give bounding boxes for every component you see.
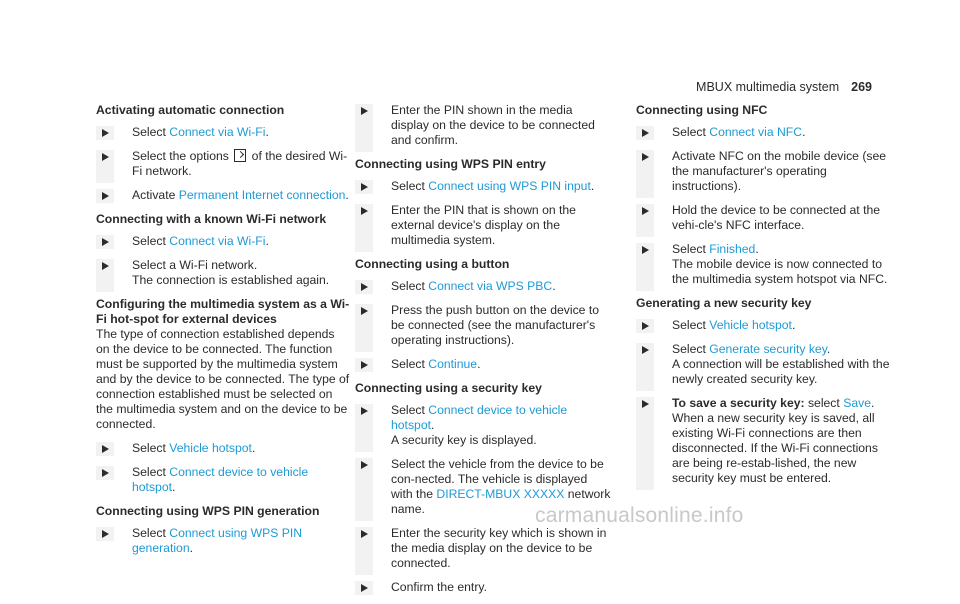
step: Select Vehicle hotspot. <box>96 441 350 456</box>
step-arrow-icon <box>636 243 654 257</box>
step-arrow-icon <box>96 189 114 203</box>
step-arrow-icon <box>355 304 373 318</box>
step: Select Connect device to vehicle hotspot. A security key is displayed. <box>355 403 612 448</box>
step-arrow-icon <box>355 458 373 472</box>
menu-link-wps-pin-generation[interactable]: Connect using WPS PIN generation <box>132 526 303 555</box>
watermark: carmanualsonline.info <box>535 504 744 527</box>
column-2 <box>355 103 612 604</box>
heading-automatic-connection: Activating automatic connection <box>96 103 285 117</box>
step-arrow-icon <box>355 527 373 541</box>
step: Confirm the entry. <box>355 580 612 595</box>
step-arrow-icon <box>96 466 114 480</box>
step: Select Generate security key. A connection will be established with the newly created security key. <box>636 342 898 387</box>
menu-link-connect-device[interactable]: Connect device to vehicle hotspot <box>391 403 568 432</box>
step: To save a security key: select Save. When a new security key is saved, all existing Wi-Fi connections are then disconnected. If the Wi-Fi connections are being re-estab-lished, the new security key must be entered. <box>636 396 898 486</box>
network-name: DIRECT-MBUX XXXXX <box>436 487 565 501</box>
options-chevron-icon <box>234 149 246 162</box>
hotspot-description: The type of connection established depends on the device to be connected. The function must be supported by the multimedia system and by the device to be connected. The type of connection established must be selected on the multimedia system and on the device to be connected. <box>96 327 350 431</box>
column-3 <box>636 103 898 495</box>
heading-nfc: Connecting using NFC <box>636 103 768 117</box>
step-arrow-icon <box>96 259 114 273</box>
step-arrow-icon <box>636 204 654 218</box>
step-arrow-icon <box>96 442 114 456</box>
step-arrow-icon <box>355 581 373 595</box>
menu-link-generate-key[interactable]: Generate security key <box>709 342 827 356</box>
heading-hotspot: Configuring the multimedia system as a Wi-Fi hot-spot for external devices <box>96 297 350 326</box>
menu-link-finished[interactable]: Finished <box>709 242 756 256</box>
heading-wps-pin-generation: Connecting using WPS PIN generation <box>96 504 320 518</box>
step: Select Finished. The mobile device is now connected to the multimedia system hotspot via NFC. <box>636 242 898 287</box>
column-1 <box>96 103 350 565</box>
heading-known-network: Connecting with a known Wi-Fi network <box>96 212 327 226</box>
step-arrow-icon <box>355 404 373 418</box>
step: Press the push button on the device to be connected (see the manufacturer's operating instructions). <box>355 303 612 348</box>
step-arrow-icon <box>636 126 654 140</box>
step: Activate NFC on the mobile device (see the manufacturer's operating instructions). <box>636 149 898 194</box>
menu-link-vehicle-hotspot[interactable]: Vehicle hotspot <box>709 318 792 332</box>
step-arrow-icon <box>636 150 654 164</box>
menu-link-wps-pin-input[interactable]: Connect using WPS PIN input <box>428 179 591 193</box>
heading-security-key: Connecting using a security key <box>355 381 542 395</box>
step: Select the options of the desired Wi-Fi network. <box>96 149 350 179</box>
menu-link-connect-via-nfc[interactable]: Connect via NFC <box>709 125 803 139</box>
step: Select Connect via Wi-Fi. <box>96 125 350 140</box>
step: Activate Permanent Internet connection. <box>96 188 350 203</box>
heading-wps-pin-entry: Connecting using WPS PIN entry <box>355 157 546 171</box>
section-title: MBUX multimedia system <box>696 80 840 94</box>
step-arrow-icon <box>96 527 114 541</box>
step-arrow-icon <box>636 343 654 357</box>
step: Select Connect using WPS PIN generation. <box>96 526 350 556</box>
step: Select a Wi-Fi network. The connection is established again. <box>96 258 350 288</box>
step: Select Connect using WPS PIN input. <box>355 179 612 194</box>
menu-link-connect-via-wifi[interactable]: Connect via Wi-Fi <box>169 234 266 248</box>
step: Select Vehicle hotspot. <box>636 318 898 333</box>
menu-link-permanent-internet[interactable]: Permanent Internet connection <box>178 188 346 202</box>
step-arrow-icon <box>96 235 114 249</box>
step: Select the vehicle from the device to be con-nected. The vehicle is displayed with the DIRECT-MBUX XXXXX network name. <box>355 457 612 517</box>
step-arrow-icon <box>355 104 373 118</box>
step: Select Connect via Wi-Fi. <box>96 234 350 249</box>
step: Select Connect via WPS PBC. <box>355 279 612 294</box>
heading-generate-key: Generating a new security key <box>636 296 812 310</box>
menu-link-save[interactable]: Save <box>843 396 871 410</box>
step: Enter the security key which is shown in the media display on the device to be connected. <box>355 526 612 571</box>
step: Select Connect device to vehicle hotspot. <box>96 465 350 495</box>
menu-link-connect-via-wifi[interactable]: Connect via Wi-Fi <box>169 125 266 139</box>
step: Select Connect via NFC. <box>636 125 898 140</box>
step-arrow-icon <box>636 319 654 333</box>
step: Hold the device to be connected at the vehi-cle's NFC interface. <box>636 203 898 233</box>
step-arrow-icon <box>355 280 373 294</box>
menu-link-continue[interactable]: Continue <box>428 357 478 371</box>
menu-link-connect-device[interactable]: Connect device to vehicle hotspot <box>132 465 309 494</box>
step-arrow-icon <box>355 358 373 372</box>
menu-link-wps-pbc[interactable]: Connect via WPS PBC <box>428 279 553 293</box>
step-arrow-icon <box>96 126 114 140</box>
heading-button: Connecting using a button <box>355 257 510 271</box>
page-number: 269 <box>851 80 872 94</box>
page-header <box>696 80 872 95</box>
step-arrow-icon <box>355 204 373 218</box>
step-arrow-icon <box>355 180 373 194</box>
menu-link-vehicle-hotspot[interactable]: Vehicle hotspot <box>169 441 252 455</box>
step: Select Continue. <box>355 357 612 372</box>
step-arrow-icon <box>96 150 114 164</box>
step: Enter the PIN that is shown on the external device's display on the multimedia system. <box>355 203 612 248</box>
step-arrow-icon <box>636 397 654 411</box>
step: Enter the PIN shown in the media display on the device to be connected and confirm. <box>355 103 612 148</box>
